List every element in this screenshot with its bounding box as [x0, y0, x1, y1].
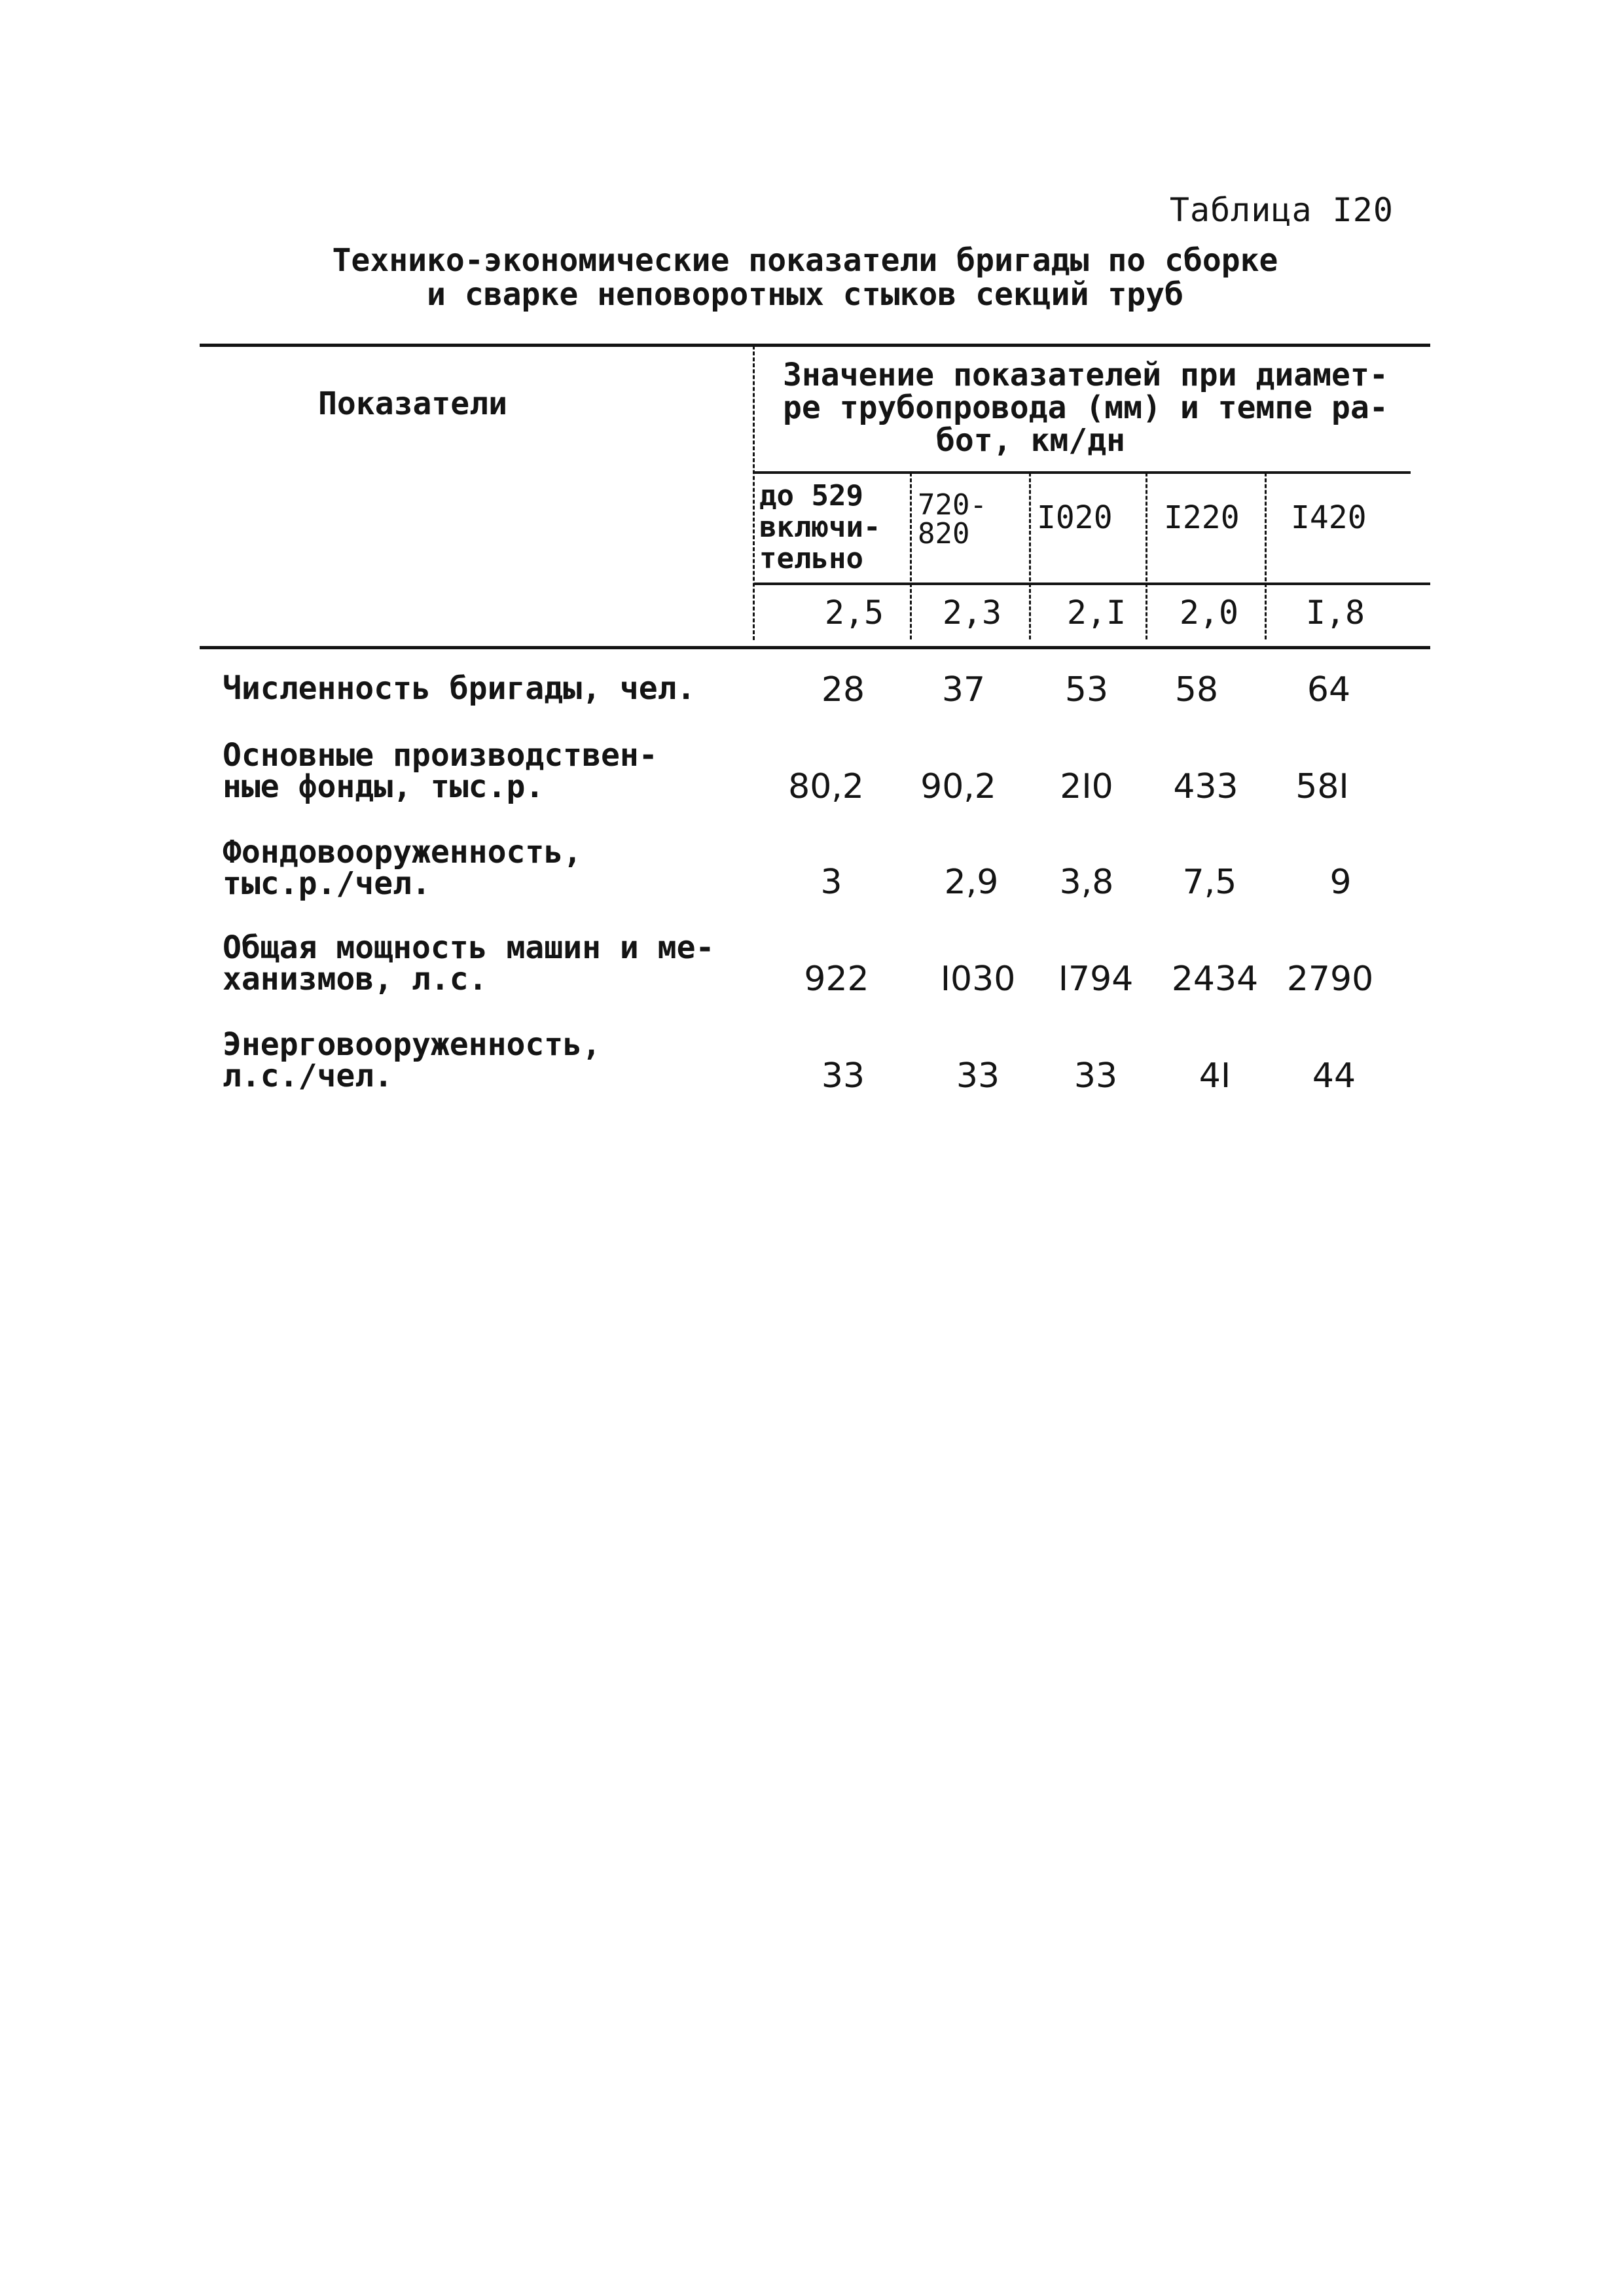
header-bottom-rule: [200, 646, 1430, 649]
row-2-value-4: 433: [1173, 767, 1238, 806]
row-label-3-line-2: тыс.р./чел.: [223, 865, 431, 902]
row-3-value-4: 7,5: [1182, 863, 1237, 902]
diameter-header-1-line-2: включи-: [759, 511, 881, 544]
row-5-value-1: 33: [821, 1056, 865, 1096]
row-3-value-3: 3,8: [1059, 863, 1114, 902]
row-1-value-5: 64: [1307, 670, 1351, 709]
row-label-3-line-1: Фондовооруженность,: [223, 834, 583, 870]
rate-value-1: 2,5: [824, 594, 884, 632]
table-title: [196, 243, 1414, 312]
row-2-value-1: 80,2: [788, 767, 864, 806]
row-label-5: [223, 1026, 601, 1094]
row-4-value-4: 2434: [1171, 960, 1259, 999]
row-label-4-line-2: ханизмов, л.с.: [223, 961, 488, 997]
row-label-2-line-1: Основные производствен-: [223, 737, 658, 774]
diameter-header-2: [918, 488, 987, 550]
diameter-header-1: [759, 480, 880, 575]
row-label-2: [223, 737, 658, 805]
value-group-header-line-1: Значение показателей при диамет-: [783, 357, 1388, 393]
table-number: Таблица I20: [1169, 191, 1394, 229]
row-label-1-line-1: Численность бригады, чел.: [223, 670, 696, 707]
diameter-separator-4: [1265, 473, 1267, 639]
value-group-header-line-3: бот, км/дн: [936, 422, 1125, 459]
row-4-value-2: I030: [940, 960, 1016, 999]
diameter-separator-3: [1146, 473, 1147, 639]
row-1-value-4: 58: [1174, 670, 1219, 709]
table-title-line-1: Технико-экономические показатели бригады по сборке: [332, 242, 1278, 279]
row-label-1: [223, 670, 696, 707]
diameter-separator-1: [910, 473, 912, 639]
row-3-value-1: 3: [820, 863, 842, 902]
diameter-header-3: I020: [1037, 499, 1113, 536]
row-label-3: [223, 834, 583, 902]
row-label-5-line-2: л.с./чел.: [223, 1058, 393, 1094]
row-1-value-2: 37: [941, 670, 986, 709]
row-5-value-3: 33: [1074, 1056, 1118, 1096]
diameter-header-1-line-1: до 529: [759, 479, 863, 512]
row-label-5-line-1: Энерговооруженность,: [223, 1026, 601, 1063]
row-2-value-2: 90,2: [920, 767, 996, 806]
row-4-value-3: I794: [1058, 960, 1134, 999]
row-1-value-3: 53: [1064, 670, 1109, 709]
rate-value-2: 2,3: [942, 594, 1002, 632]
row-4-value-1: 922: [804, 960, 869, 999]
row-5-value-4: 4I: [1199, 1056, 1231, 1096]
diameter-header-2-line-1: 720-: [918, 488, 987, 522]
header-diameter-rule: [754, 583, 1430, 585]
diameter-header-4: I220: [1164, 499, 1240, 536]
table-top-rule: [200, 344, 1430, 347]
value-group-header: [783, 359, 1388, 457]
diameter-header-1-line-3: тельно: [759, 542, 863, 575]
row-5-value-5: 44: [1312, 1056, 1356, 1096]
row-label-4: [223, 929, 715, 997]
rate-value-4: 2,0: [1179, 594, 1239, 632]
value-group-header-line-2: ре трубопровода (мм) и темпе ра-: [783, 389, 1388, 426]
diameter-header-2-line-2: 820: [918, 517, 970, 550]
row-5-value-2: 33: [956, 1056, 1000, 1096]
indicator-column-header: Показатели: [318, 386, 507, 422]
indicator-column-separator: [753, 346, 755, 640]
header-group-rule: [754, 471, 1411, 474]
row-2-value-3: 2I0: [1060, 767, 1113, 806]
rate-value-5: I,8: [1305, 594, 1365, 632]
diameter-header-5: I420: [1291, 499, 1367, 536]
row-1-value-1: 28: [821, 670, 865, 709]
diameter-separator-2: [1029, 473, 1031, 639]
row-label-2-line-2: ные фонды, тыс.р.: [223, 768, 545, 805]
rate-value-3: 2,I: [1066, 594, 1127, 632]
row-4-value-5: 2790: [1286, 960, 1374, 999]
row-label-4-line-1: Общая мощность машин и ме-: [223, 929, 715, 966]
row-2-value-5: 58I: [1295, 767, 1349, 806]
table-title-line-2: и сварке неповоротных стыков секций труб: [427, 276, 1183, 313]
row-3-value-5: 9: [1329, 863, 1352, 902]
row-3-value-2: 2,9: [944, 863, 999, 902]
